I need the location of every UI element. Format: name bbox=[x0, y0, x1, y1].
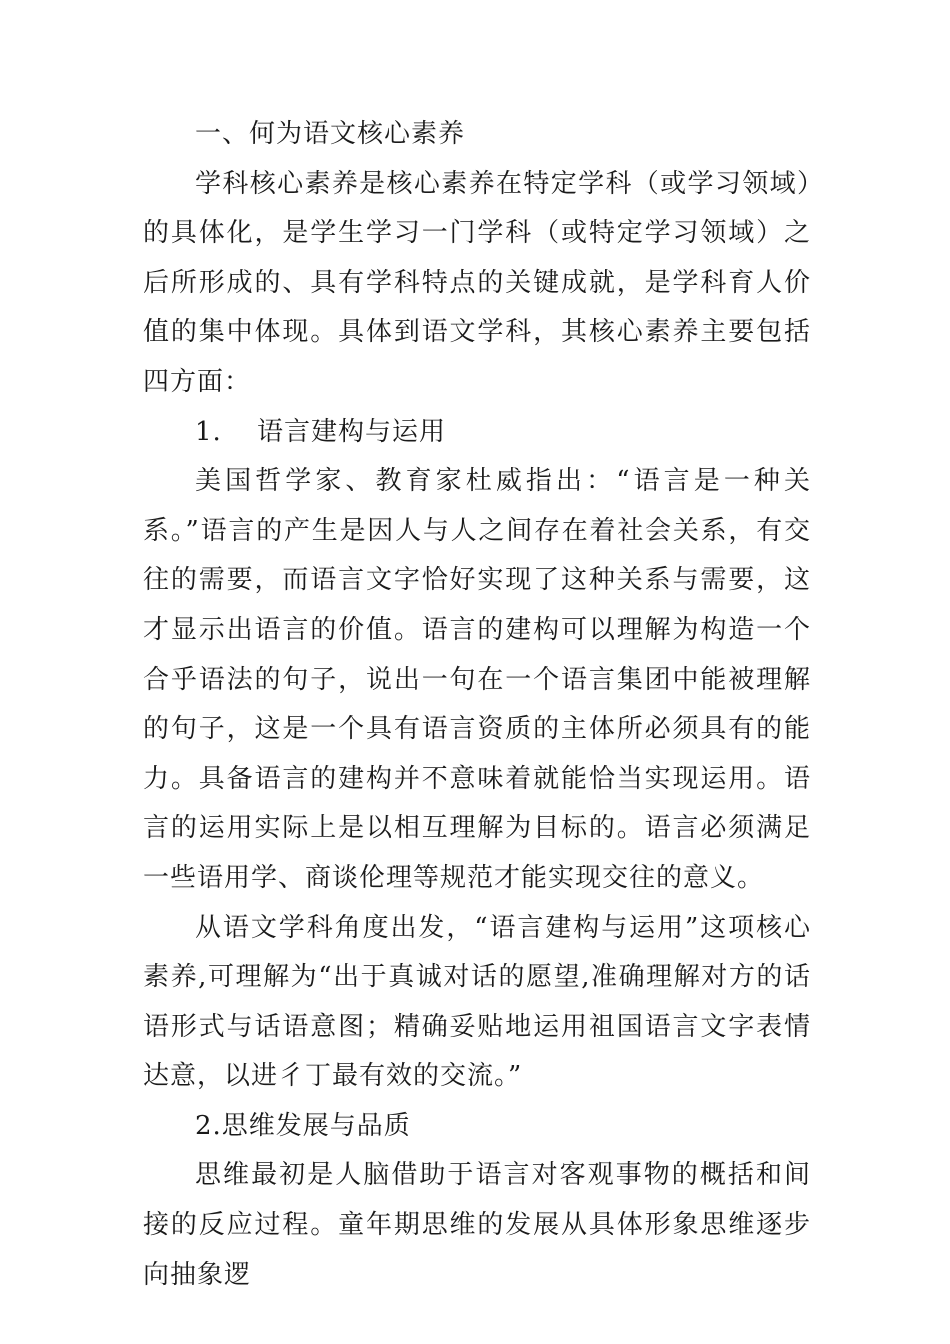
section-1-paragraph-1: 美国哲学家、教育家杜威指出：“语言是一种关系。”语言的产生是因人与人之间存在着社会关系，有交往的需要，而语言文字恰好实现了这种关系与需要，这才显示出语言的价值。语言的建构可以理解为构造一个合乎语法的句子，说出一句在一个语言集团中能被理解的句子，这是一个具有语言资质的主体所必须具有的能力。具备语言的建构并不意味着就能恰当实现运用。语言的运用实际上是以相互理解为目标的。语言必须满足一些语用学、商谈伦理等规范才能实现交往的意义。 bbox=[143, 466, 811, 893]
document-body bbox=[143, 110, 811, 1300]
section-heading: 一、何为语文核心素养 bbox=[195, 119, 466, 149]
section-1-title: 语言建构与运用 bbox=[257, 416, 447, 447]
intro-paragraph: 学科核心素养是核心素养在特定学科（或学习领域）的具体化，是学生学习一门学科（或特定学习领域）之后所形成的、具有学科特点的关键成就，是学科育人价值的集中体现。具体到语文学科，其核心素养主要包括四方面： bbox=[143, 168, 811, 397]
section-1-heading bbox=[143, 408, 811, 458]
section-1-number: 1. bbox=[195, 416, 222, 447]
section-1-paragraph-2: 从语文学科角度出发，“语言建构与运用”这项核心素养,可理解为“出于真诚对话的愿望,准确理解对方的话语形式与话语意图；精确妥贴地运用祖国语言文字表情达意，以进彳丁最有效的交流。” bbox=[143, 912, 811, 1092]
section-2-heading: 2.思维发展与品质 bbox=[195, 1110, 411, 1141]
section-2-paragraph-1: 思维最初是人脑借助于语言对客观事物的概括和间接的反应过程。童年期思维的发展从具体形象思维逐步向抽象逻 bbox=[143, 1160, 811, 1290]
